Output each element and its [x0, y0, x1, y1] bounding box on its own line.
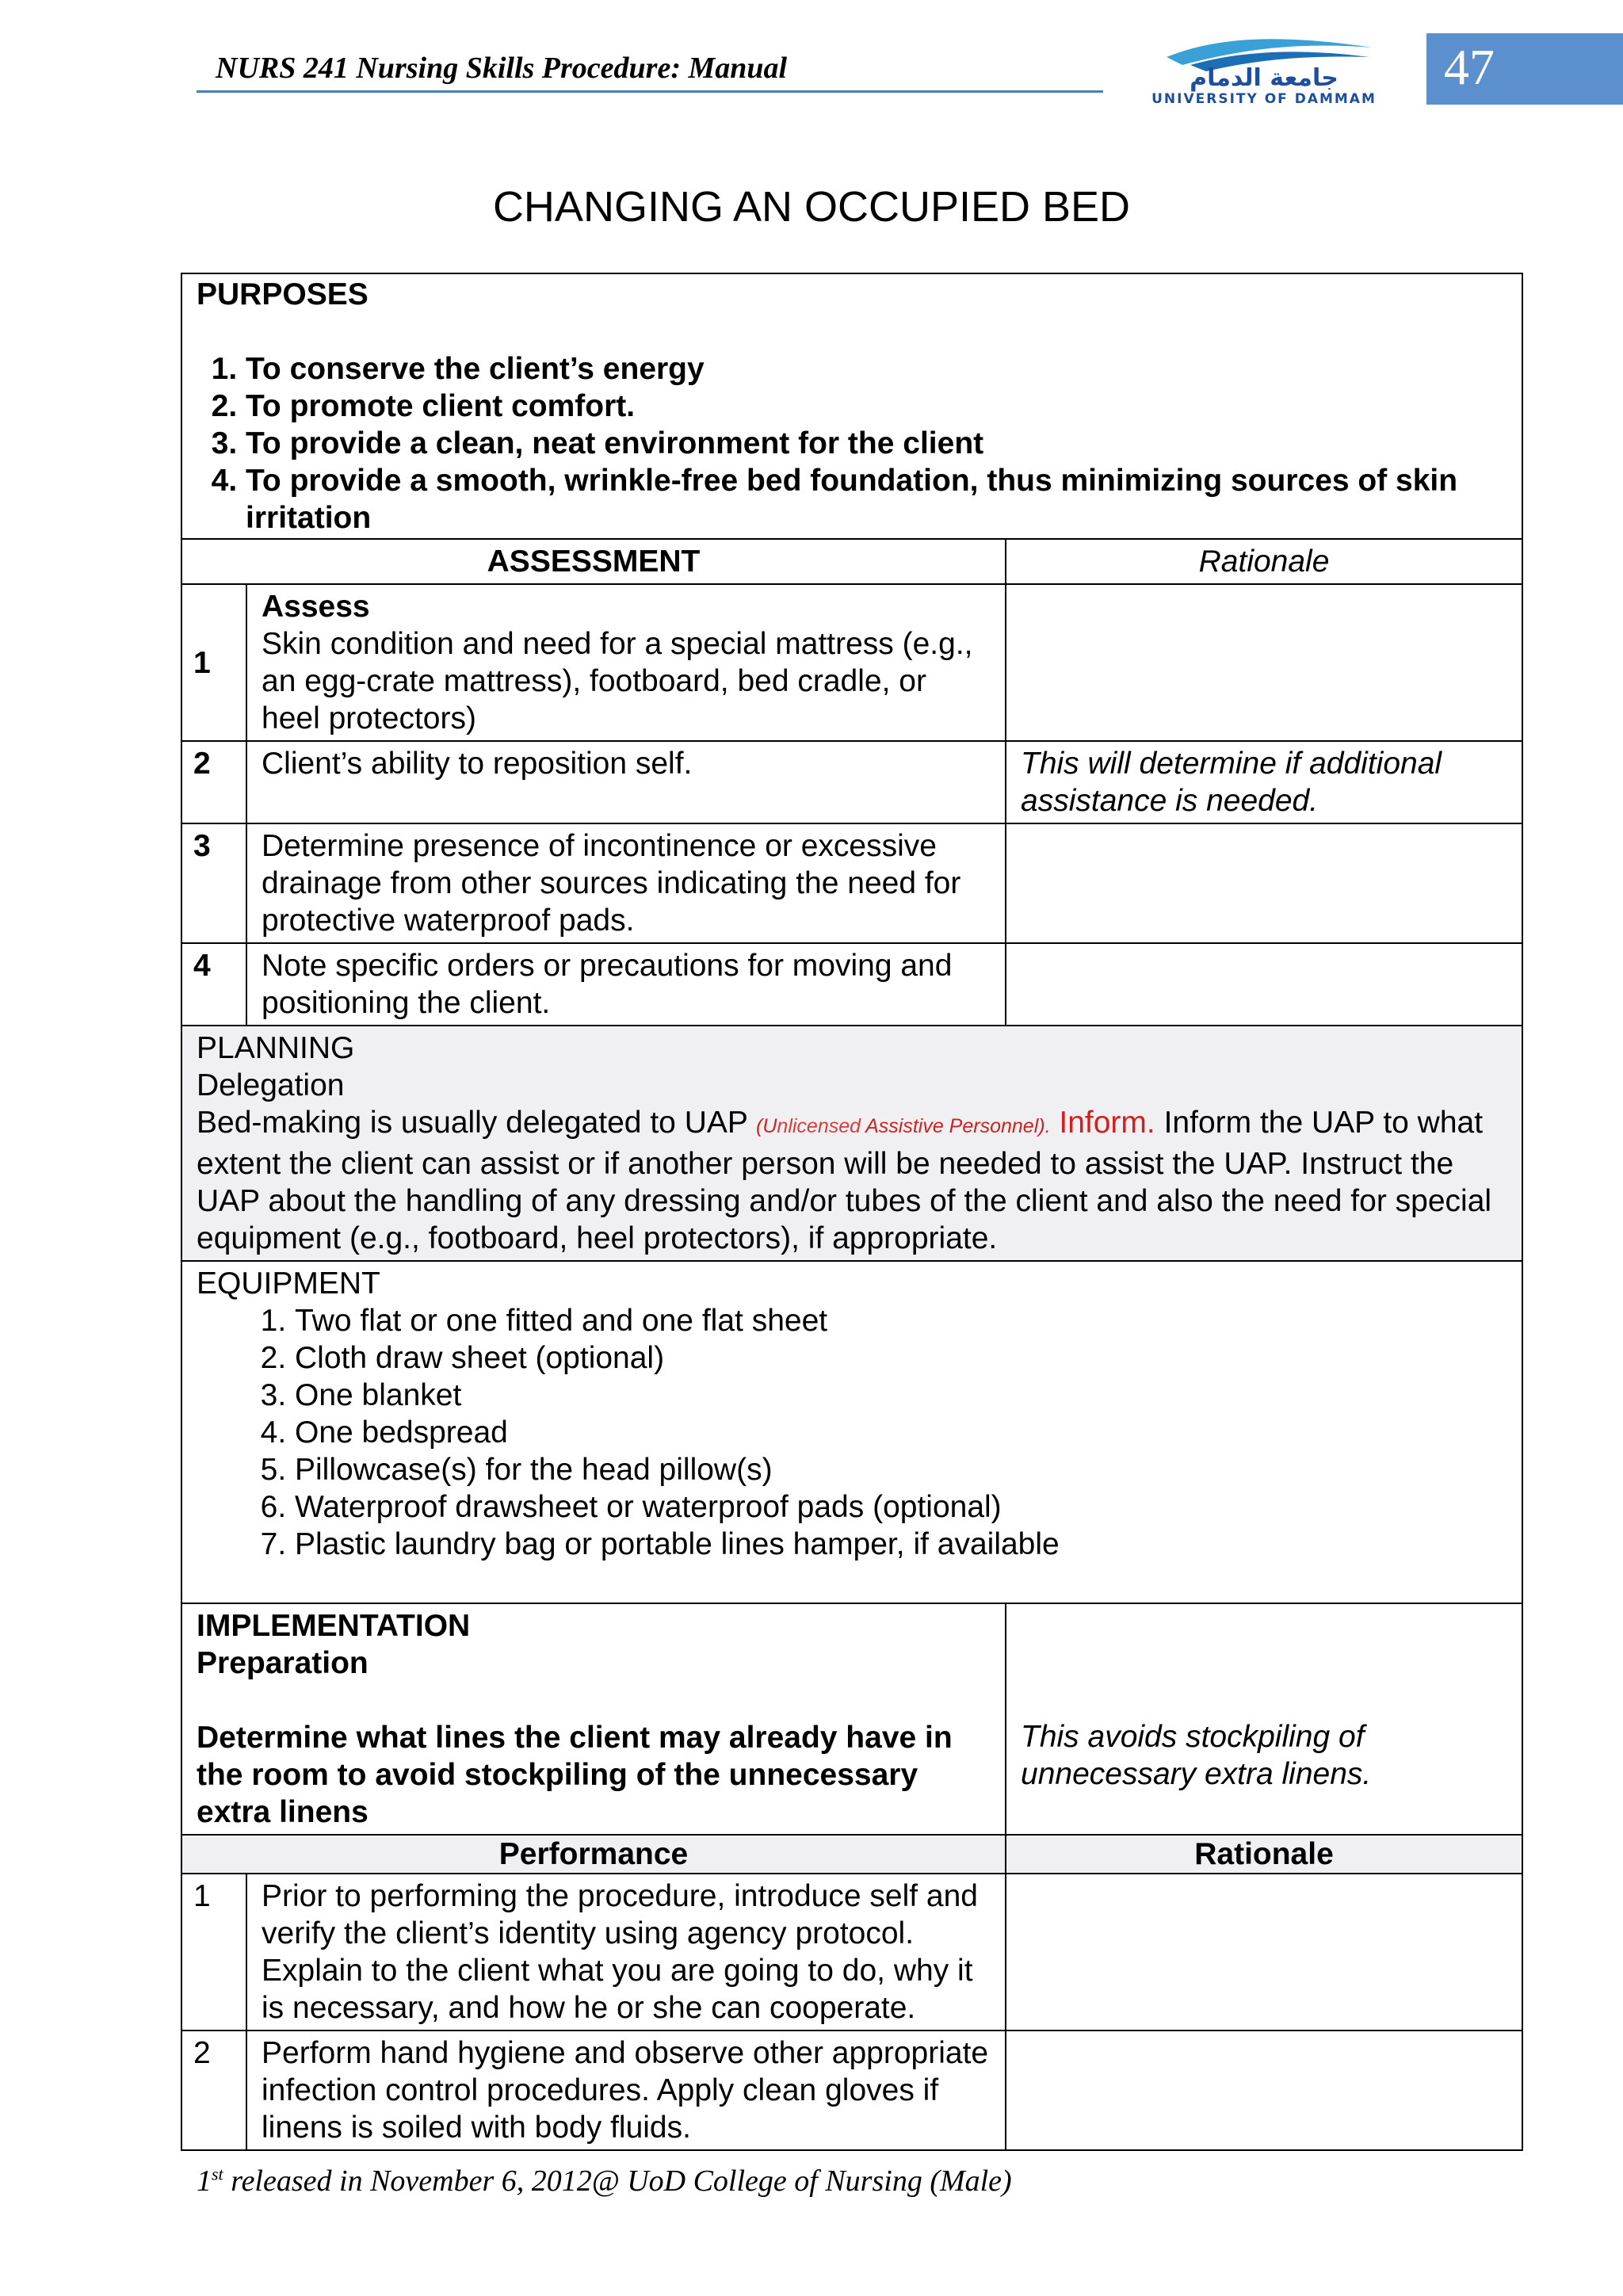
equipment-heading: EQUIPMENT [197, 1266, 380, 1301]
university-logo [1135, 33, 1393, 106]
logo-arabic-text: جامعة الدمام [1190, 64, 1338, 92]
row-rationale: This will determine if additional assistance is needed. [1006, 741, 1522, 823]
row-text: Determine presence of incontinence or excessive drainage from other sources indicating the need for protective waterproof pads. [246, 823, 1006, 943]
table-row [181, 584, 1522, 741]
row-number: 4 [181, 943, 246, 1026]
list-item: 3. One blanket [295, 1377, 1507, 1414]
row-number: 1 [181, 584, 246, 741]
list-item: 7. Plastic laundry bag or portable lines hamper, if available [295, 1526, 1507, 1563]
preparation-heading: Preparation [197, 1646, 369, 1680]
list-item: 3. To provide a clean, neat environment for the client [246, 425, 1507, 462]
table-row [181, 2030, 1522, 2150]
purposes-list [197, 350, 1507, 537]
list-item: 4. To provide a smooth, wrinkle-free bed foundation, thus minimizing sources of skin irritation [246, 462, 1507, 537]
row-rationale [1006, 584, 1522, 741]
rationale-heading: Rationale [1006, 539, 1522, 584]
list-item: 2. To promote client comfort. [246, 388, 1507, 425]
table-row [181, 741, 1522, 823]
manual-title: NURS 241 Nursing Skills Procedure: Manual [216, 52, 788, 85]
list-item: 6. Waterproof drawsheet or waterproof pads (optional) [295, 1488, 1507, 1526]
list-item: 4. One bedspread [295, 1414, 1507, 1451]
row-number: 2 [181, 741, 246, 823]
list-item: 1. Two flat or one fitted and one flat sheet [295, 1302, 1507, 1339]
implementation-heading: IMPLEMENTATION [197, 1609, 471, 1643]
step-text: Perform hand hygiene and observe other appropriate infection control procedures. Apply clean gloves if linens is soiled with body fluids. [246, 2030, 1006, 2150]
step-text: Prior to performing the procedure, introduce self and verify the client’s identity using agency protocol. Explain to the client what you are going to do, why it is necessary, and how he or she can cooperate. [246, 1874, 1006, 2030]
list-item: 2. Cloth draw sheet (optional) [295, 1339, 1507, 1377]
row-rationale [1006, 823, 1522, 943]
row-text: Skin condition and need for a special mattress (e.g., an egg-crate mattress), footboard, bed cradle, or heel protectors) [262, 627, 973, 735]
assessment-header-row [181, 539, 1522, 584]
row-rationale [1006, 943, 1522, 1026]
step-rationale [1006, 2030, 1522, 2150]
delegation-heading: Delegation [197, 1068, 345, 1102]
equipment-row [181, 1261, 1522, 1603]
page-number: 47 [1444, 39, 1495, 95]
table-row [181, 1874, 1522, 2030]
logo-english-text: UNIVERSITY OF DAMMAM [1151, 91, 1377, 106]
assess-label: Assess [262, 590, 370, 624]
performance-heading: Performance [181, 1835, 1006, 1874]
planning-text: Bed-making is usually delegated to UAP (Unlicensed Assistive Personnel). Inform. Inform the UAP to what extent the client can assist or if another person will be needed to assist the UAP. Instruct the UAP about the handling of any dressing and/or tubes of the client and also the need for special equipment (e.g., footboard, heel protectors), if appropriate. [197, 1106, 1492, 1255]
table-row [181, 823, 1522, 943]
step-number: 1 [181, 1874, 246, 2030]
equipment-list [197, 1302, 1507, 1563]
table-row [181, 943, 1522, 1026]
planning-row [181, 1026, 1522, 1261]
document-title: CHANGING AN OCCUPIED BED [492, 183, 1131, 231]
footer-note: 1st released in November 6, 2012@ UoD College of Nursing (Male) [197, 2164, 1012, 2198]
row-text: Note specific orders or precautions for moving and positioning the client. [246, 943, 1006, 1026]
purposes-row [181, 273, 1522, 539]
list-item: 1. To conserve the client’s energy [246, 350, 1507, 388]
preparation-rationale: This avoids stockpiling of unnecessary extra linens. [1006, 1603, 1522, 1835]
assessment-heading: ASSESSMENT [181, 539, 1006, 584]
procedure-table [181, 273, 1523, 2151]
row-number: 3 [181, 823, 246, 943]
performance-rationale-heading: Rationale [1006, 1835, 1522, 1874]
row-text: Client’s ability to reposition self. [246, 741, 1006, 823]
uap-definition: (Unlicensed Assistive Personnel). [756, 1115, 1051, 1137]
implementation-row [181, 1603, 1522, 1835]
step-rationale [1006, 1874, 1522, 2030]
performance-header-row [181, 1835, 1522, 1874]
planning-heading: PLANNING [197, 1031, 355, 1065]
purposes-heading: PURPOSES [197, 277, 369, 311]
step-number: 2 [181, 2030, 246, 2150]
header-rule [197, 90, 1103, 93]
list-item: 5. Pillowcase(s) for the head pillow(s) [295, 1451, 1507, 1488]
inform-note: Inform. [1059, 1106, 1155, 1140]
preparation-instruction: Determine what lines the client may already have in the room to avoid stockpiling of the unnecessary extra linens [197, 1721, 953, 1829]
